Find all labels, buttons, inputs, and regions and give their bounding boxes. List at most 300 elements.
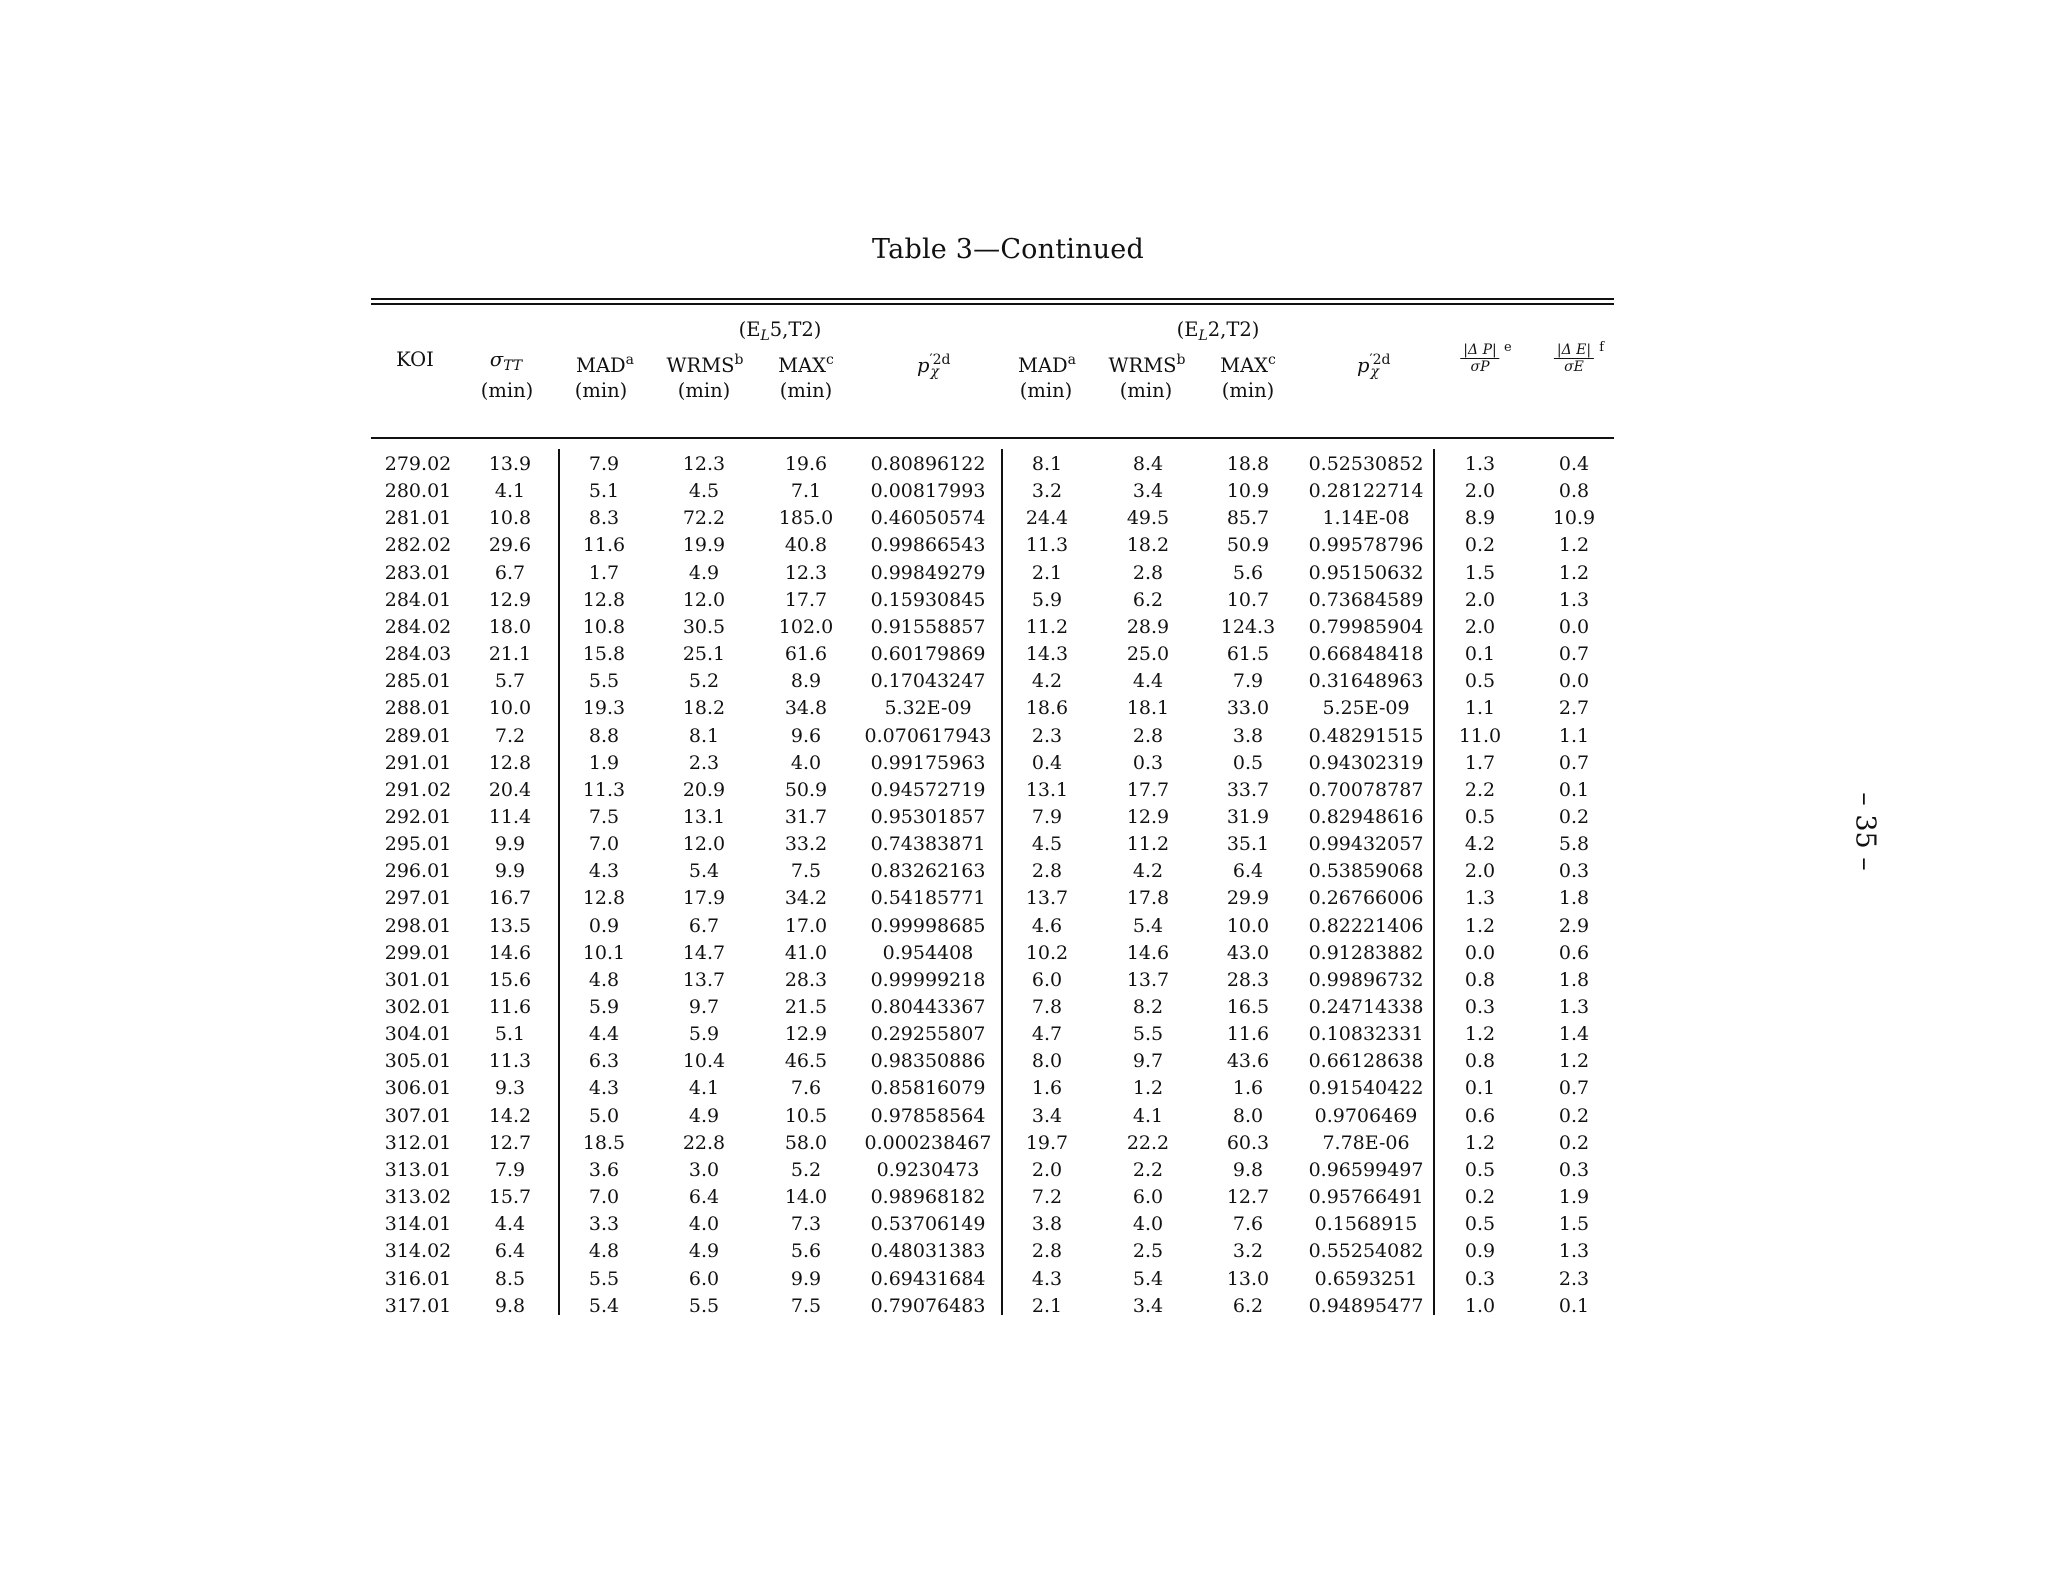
cell-p-chi-el2: 0.6593251 <box>1314 1267 1418 1290</box>
header-koi: KOI <box>396 348 434 371</box>
cell-wrms-el5: 4.9 <box>688 1240 720 1263</box>
cell-delta-e: 0.7 <box>1558 751 1590 774</box>
cell-koi: 317.01 <box>384 1294 452 1317</box>
cell-wrms-el5: 72.2 <box>682 507 726 530</box>
cell-mad-el2: 4.2 <box>1031 670 1063 693</box>
cell-p-chi-el5: 0.91558857 <box>870 615 986 638</box>
cell-koi: 316.01 <box>384 1267 452 1290</box>
cell-koi: 291.01 <box>384 751 452 774</box>
cell-p-chi-el2: 0.94895477 <box>1308 1294 1424 1317</box>
cell-p-chi-el2: 0.95150632 <box>1308 561 1424 584</box>
cell-wrms-el5: 10.4 <box>682 1050 726 1073</box>
cell-delta-e: 0.2 <box>1558 1131 1590 1154</box>
cell-wrms-el2: 4.1 <box>1132 1104 1164 1127</box>
unit-mad-el5: (min) <box>574 379 628 402</box>
cell-delta-e: 0.4 <box>1558 453 1590 475</box>
cell-sigma-tt: 12.9 <box>488 588 532 611</box>
header-wrms-el5: WRMS$^b$ <box>666 352 744 377</box>
cell-wrms-el5: 20.9 <box>682 778 726 801</box>
cell-p-chi-el2: 0.66128638 <box>1308 1050 1424 1073</box>
cell-delta-p: 0.2 <box>1464 1186 1496 1209</box>
cell-delta-p: 0.5 <box>1464 1158 1496 1181</box>
cell-wrms-el5: 4.5 <box>688 480 720 503</box>
cell-sigma-tt: 8.5 <box>494 1267 526 1290</box>
cell-delta-e: 0.8 <box>1558 480 1590 503</box>
cell-mad-el5: 7.0 <box>588 1186 620 1209</box>
cell-wrms-el2: 8.4 <box>1132 453 1164 475</box>
cell-mad-el5: 1.7 <box>588 561 620 584</box>
cell-max-el5: 7.1 <box>790 480 822 503</box>
cell-p-chi-el5: 0.53706149 <box>870 1213 986 1236</box>
cell-mad-el5: 8.8 <box>588 724 620 747</box>
cell-wrms-el2: 3.4 <box>1132 1294 1164 1317</box>
cell-koi: 288.01 <box>384 697 452 720</box>
cell-max-el2: 10.7 <box>1226 588 1270 611</box>
unit-max-el2: (min) <box>1221 379 1275 402</box>
cell-mad-el2: 7.2 <box>1031 1186 1063 1209</box>
cell-p-chi-el2: 5.25E-09 <box>1322 697 1410 720</box>
cell-wrms-el5: 12.0 <box>682 833 726 856</box>
cell-mad-el2: 8.0 <box>1031 1050 1063 1073</box>
cell-sigma-tt: 11.3 <box>488 1050 532 1073</box>
cell-wrms-el5: 17.9 <box>682 887 726 910</box>
cell-p-chi-el2: 0.31648963 <box>1308 670 1424 693</box>
cell-koi: 281.01 <box>384 507 452 530</box>
cell-p-chi-el5: 0.97858564 <box>870 1104 986 1127</box>
cell-wrms-el2: 9.7 <box>1132 1050 1164 1073</box>
cell-delta-p: 0.3 <box>1464 996 1496 1018</box>
cell-koi: 284.02 <box>384 615 452 638</box>
cell-mad-el5: 5.4 <box>588 1294 620 1317</box>
cell-max-el2: 9.8 <box>1232 1158 1264 1181</box>
cell-p-chi-el5: 0.80896122 <box>870 453 986 475</box>
cell-max-el5: 31.7 <box>784 805 828 828</box>
cell-mad-el2: 3.8 <box>1031 1213 1063 1236</box>
cell-mad-el2: 0.4 <box>1031 751 1063 774</box>
cell-mad-el2: 11.3 <box>1025 534 1069 557</box>
cell-p-chi-el5: 0.69431684 <box>870 1267 986 1290</box>
cell-delta-e: 1.2 <box>1558 534 1590 557</box>
cell-delta-e: 5.8 <box>1558 833 1590 856</box>
cell-delta-p: 4.2 <box>1464 833 1496 856</box>
cell-mad-el2: 2.0 <box>1031 1158 1063 1181</box>
cell-p-chi-el5: 0.99999218 <box>870 968 986 991</box>
cell-wrms-el2: 22.2 <box>1126 1131 1170 1154</box>
cell-sigma-tt: 7.2 <box>494 724 526 747</box>
cell-p-chi-el2: 0.94302319 <box>1308 751 1424 774</box>
cell-wrms-el5: 4.1 <box>688 1077 720 1100</box>
cell-koi: 313.02 <box>384 1186 452 1209</box>
cell-mad-el2: 14.3 <box>1025 643 1069 666</box>
cell-mad-el5: 6.3 <box>588 1050 620 1073</box>
cell-koi: 314.01 <box>384 1213 452 1236</box>
cell-delta-e: 0.6 <box>1558 941 1590 964</box>
cell-delta-e: 1.8 <box>1558 968 1590 991</box>
cell-p-chi-el2: 0.28122714 <box>1308 480 1424 503</box>
cell-wrms-el2: 17.7 <box>1126 778 1170 801</box>
cell-mad-el2: 18.6 <box>1025 697 1069 720</box>
cell-mad-el2: 2.3 <box>1031 724 1063 747</box>
cell-delta-p: 2.0 <box>1464 860 1496 883</box>
cell-sigma-tt: 9.9 <box>494 833 526 856</box>
cell-koi: 299.01 <box>384 941 452 964</box>
cell-p-chi-el2: 1.14E-08 <box>1322 507 1410 530</box>
cell-max-el5: 12.3 <box>784 561 828 584</box>
cell-wrms-el2: 4.4 <box>1132 670 1164 693</box>
cell-max-el5: 4.0 <box>790 751 822 774</box>
cell-mad-el5: 4.8 <box>588 1240 620 1263</box>
cell-max-el5: 33.2 <box>784 833 828 856</box>
cell-delta-e: 1.3 <box>1558 588 1590 611</box>
cell-wrms-el2: 2.8 <box>1132 724 1164 747</box>
cell-wrms-el2: 25.0 <box>1126 643 1170 666</box>
cell-p-chi-el2: 0.91283882 <box>1308 941 1424 964</box>
cell-delta-e: 0.1 <box>1558 1294 1590 1317</box>
cell-max-el2: 8.0 <box>1232 1104 1264 1127</box>
cell-wrms-el5: 12.3 <box>682 453 726 475</box>
cell-max-el2: 29.9 <box>1226 887 1270 910</box>
cell-p-chi-el5: 0.83262163 <box>870 860 986 883</box>
cell-max-el5: 17.0 <box>784 914 828 937</box>
cell-sigma-tt: 11.4 <box>488 805 532 828</box>
cell-delta-p: 0.8 <box>1464 1050 1496 1073</box>
cell-delta-p: 0.1 <box>1464 643 1496 666</box>
cell-koi: 313.01 <box>384 1158 452 1181</box>
cell-mad-el5: 1.9 <box>588 751 620 774</box>
cell-p-chi-el5: 0.48031383 <box>870 1240 986 1263</box>
cell-mad-el5: 10.1 <box>582 941 626 964</box>
cell-sigma-tt: 12.8 <box>488 751 532 774</box>
cell-sigma-tt: 4.1 <box>494 480 526 503</box>
cell-wrms-el5: 2.3 <box>688 751 720 774</box>
cell-mad-el2: 8.1 <box>1031 453 1063 475</box>
cell-mad-el2: 4.5 <box>1031 833 1063 856</box>
cell-max-el5: 7.5 <box>790 860 822 883</box>
cell-wrms-el2: 4.0 <box>1132 1213 1164 1236</box>
cell-delta-p: 1.2 <box>1464 914 1496 937</box>
cell-p-chi-el2: 0.99578796 <box>1308 534 1424 557</box>
cell-max-el2: 50.9 <box>1226 534 1270 557</box>
cell-p-chi-el5: 0.99866543 <box>870 534 986 557</box>
cell-max-el5: 50.9 <box>784 778 828 801</box>
cell-mad-el5: 11.6 <box>582 534 626 557</box>
cell-max-el5: 19.6 <box>784 453 828 475</box>
cell-p-chi-el5: 0.46050574 <box>870 507 986 530</box>
cell-sigma-tt: 13.5 <box>488 914 532 937</box>
cell-sigma-tt: 29.6 <box>488 534 532 557</box>
cell-max-el2: 33.0 <box>1226 697 1270 720</box>
cell-mad-el2: 2.1 <box>1031 1294 1063 1317</box>
column-divider <box>1433 449 1435 1315</box>
cell-max-el5: 17.7 <box>784 588 828 611</box>
cell-mad-el5: 4.3 <box>588 1077 620 1100</box>
cell-mad-el2: 19.7 <box>1025 1131 1069 1154</box>
cell-max-el5: 58.0 <box>784 1131 828 1154</box>
cell-sigma-tt: 6.4 <box>494 1240 526 1263</box>
header-delta-p-over-sigma: |Δ P| e σP <box>1460 342 1499 375</box>
cell-koi: 312.01 <box>384 1131 452 1154</box>
cell-delta-e: 1.5 <box>1558 1213 1590 1236</box>
cell-max-el2: 13.0 <box>1226 1267 1270 1290</box>
cell-max-el5: 34.8 <box>784 697 828 720</box>
cell-koi: 284.03 <box>384 643 452 666</box>
cell-mad-el2: 3.2 <box>1031 480 1063 503</box>
cell-mad-el2: 5.9 <box>1031 588 1063 611</box>
cell-koi: 305.01 <box>384 1050 452 1073</box>
unit-wrms-el5: (min) <box>677 379 731 402</box>
cell-delta-e: 1.2 <box>1558 1050 1590 1073</box>
cell-max-el2: 60.3 <box>1226 1131 1270 1154</box>
header-sigma-tt: $\sigma_{TT}$ <box>489 348 523 374</box>
cell-delta-p: 1.3 <box>1464 453 1496 475</box>
cell-koi: 283.01 <box>384 561 452 584</box>
cell-max-el5: 8.9 <box>790 670 822 693</box>
cell-mad-el2: 2.8 <box>1031 860 1063 883</box>
cell-delta-p: 0.3 <box>1464 1267 1496 1290</box>
cell-wrms-el2: 28.9 <box>1126 615 1170 638</box>
cell-mad-el2: 13.7 <box>1025 887 1069 910</box>
cell-p-chi-el5: 0.17043247 <box>870 670 986 693</box>
cell-wrms-el2: 14.6 <box>1126 941 1170 964</box>
cell-delta-p: 1.0 <box>1464 1294 1496 1317</box>
cell-wrms-el2: 0.3 <box>1132 751 1164 774</box>
cell-koi: 295.01 <box>384 833 452 856</box>
cell-max-el5: 61.6 <box>784 643 828 666</box>
cell-p-chi-el2: 0.26766006 <box>1308 887 1424 910</box>
header-mad-el5: MAD$^a$ <box>575 352 635 377</box>
cell-koi: 301.01 <box>384 968 452 991</box>
cell-wrms-el5: 13.7 <box>682 968 726 991</box>
cell-sigma-tt: 10.8 <box>488 507 532 530</box>
cell-wrms-el2: 2.8 <box>1132 561 1164 584</box>
cell-p-chi-el2: 0.99432057 <box>1308 833 1424 856</box>
cell-wrms-el2: 2.2 <box>1132 1158 1164 1181</box>
cell-max-el5: 34.2 <box>784 887 828 910</box>
cell-sigma-tt: 4.4 <box>494 1213 526 1236</box>
cell-sigma-tt: 12.7 <box>488 1131 532 1154</box>
cell-p-chi-el2: 0.66848418 <box>1308 643 1424 666</box>
cell-p-chi-el5: 0.79076483 <box>870 1294 986 1317</box>
unit-sigma: (min) <box>480 379 534 402</box>
cell-wrms-el5: 30.5 <box>682 615 726 638</box>
cell-sigma-tt: 21.1 <box>488 643 532 666</box>
cell-sigma-tt: 9.9 <box>494 860 526 883</box>
cell-p-chi-el2: 0.1568915 <box>1314 1213 1418 1236</box>
header-max-el5: MAX$^c$ <box>778 352 834 377</box>
cell-mad-el2: 3.4 <box>1031 1104 1063 1127</box>
cell-mad-el5: 10.8 <box>582 615 626 638</box>
cell-delta-p: 0.9 <box>1464 1240 1496 1263</box>
cell-max-el2: 18.8 <box>1226 453 1270 475</box>
cell-mad-el2: 2.1 <box>1031 561 1063 584</box>
cell-delta-e: 0.2 <box>1558 1104 1590 1127</box>
cell-sigma-tt: 5.1 <box>494 1023 526 1046</box>
cell-max-el5: 7.3 <box>790 1213 822 1236</box>
unit-wrms-el2: (min) <box>1119 379 1173 402</box>
cell-wrms-el2: 6.2 <box>1132 588 1164 611</box>
cell-max-el2: 124.3 <box>1220 615 1276 638</box>
cell-mad-el5: 5.1 <box>588 480 620 503</box>
cell-sigma-tt: 14.2 <box>488 1104 532 1127</box>
cell-mad-el2: 4.3 <box>1031 1267 1063 1290</box>
top-rule <box>371 298 1614 300</box>
cell-p-chi-el2: 0.52530852 <box>1308 453 1424 475</box>
cell-delta-p: 8.9 <box>1464 507 1496 530</box>
cell-delta-p: 1.3 <box>1464 887 1496 910</box>
cell-max-el5: 41.0 <box>784 941 828 964</box>
cell-koi: 292.01 <box>384 805 452 828</box>
cell-max-el2: 6.4 <box>1232 860 1264 883</box>
cell-mad-el2: 2.8 <box>1031 1240 1063 1263</box>
cell-mad-el2: 7.8 <box>1031 996 1063 1018</box>
cell-mad-el2: 4.7 <box>1031 1023 1063 1046</box>
cell-mad-el2: 4.6 <box>1031 914 1063 937</box>
cell-koi: 302.01 <box>384 996 452 1018</box>
cell-delta-p: 0.5 <box>1464 1213 1496 1236</box>
cell-p-chi-el5: 0.00817993 <box>870 480 986 503</box>
cell-p-chi-el5: 0.99175963 <box>870 751 986 774</box>
cell-p-chi-el2: 0.73684589 <box>1308 588 1424 611</box>
cell-mad-el5: 19.3 <box>582 697 626 720</box>
cell-wrms-el5: 5.4 <box>688 860 720 883</box>
cell-delta-e: 1.4 <box>1558 1023 1590 1046</box>
cell-delta-e: 1.8 <box>1558 887 1590 910</box>
cell-p-chi-el5: 0.74383871 <box>870 833 986 856</box>
cell-sigma-tt: 11.6 <box>488 996 532 1018</box>
cell-wrms-el2: 8.2 <box>1132 996 1164 1018</box>
cell-mad-el5: 5.9 <box>588 996 620 1018</box>
top-rule-double <box>371 303 1614 305</box>
cell-p-chi-el5: 0.95301857 <box>870 805 986 828</box>
unit-max-el5: (min) <box>779 379 833 402</box>
cell-p-chi-el5: 0.85816079 <box>870 1077 986 1100</box>
cell-mad-el5: 0.9 <box>588 914 620 937</box>
cell-mad-el2: 6.0 <box>1031 968 1063 991</box>
cell-max-el2: 7.6 <box>1232 1213 1264 1236</box>
cell-delta-e: 2.9 <box>1558 914 1590 937</box>
cell-mad-el5: 12.8 <box>582 588 626 611</box>
cell-max-el2: 3.2 <box>1232 1240 1264 1263</box>
cell-p-chi-el5: 0.99849279 <box>870 561 986 584</box>
cell-wrms-el2: 5.4 <box>1132 914 1164 937</box>
cell-wrms-el5: 6.7 <box>688 914 720 937</box>
cell-wrms-el5: 5.5 <box>688 1294 720 1317</box>
cell-wrms-el2: 4.2 <box>1132 860 1164 883</box>
cell-delta-e: 0.7 <box>1558 643 1590 666</box>
header-p-chi-el2: $p^{'2d}_\chi$ <box>1356 352 1391 380</box>
cell-sigma-tt: 15.7 <box>488 1186 532 1209</box>
cell-p-chi-el5: 0.80443367 <box>870 996 986 1018</box>
cell-delta-e: 0.2 <box>1558 805 1590 828</box>
cell-max-el5: 5.6 <box>790 1240 822 1263</box>
group-header-el2: $(E_L2,T2)$ <box>1176 318 1260 344</box>
cell-p-chi-el2: 0.10832331 <box>1308 1023 1424 1046</box>
cell-max-el2: 10.9 <box>1226 480 1270 503</box>
cell-max-el2: 61.5 <box>1226 643 1270 666</box>
cell-wrms-el2: 1.2 <box>1132 1077 1164 1100</box>
cell-p-chi-el5: 0.070617943 <box>864 724 992 747</box>
cell-mad-el5: 8.3 <box>588 507 620 530</box>
cell-max-el2: 35.1 <box>1226 833 1270 856</box>
cell-delta-p: 0.2 <box>1464 534 1496 557</box>
cell-max-el2: 6.2 <box>1232 1294 1264 1317</box>
cell-max-el2: 7.9 <box>1232 670 1264 693</box>
cell-max-el2: 31.9 <box>1226 805 1270 828</box>
cell-mad-el2: 13.1 <box>1025 778 1069 801</box>
header-delta-e-over-sigma: |Δ E| f σE <box>1554 342 1594 375</box>
cell-max-el2: 43.6 <box>1226 1050 1270 1073</box>
cell-delta-p: 0.8 <box>1464 968 1496 991</box>
cell-mad-el2: 10.2 <box>1025 941 1069 964</box>
cell-wrms-el5: 9.7 <box>688 996 720 1018</box>
table-title: Table 3—Continued <box>872 234 1144 265</box>
cell-wrms-el2: 13.7 <box>1126 968 1170 991</box>
column-divider <box>1001 449 1003 1315</box>
cell-max-el5: 9.6 <box>790 724 822 747</box>
cell-mad-el2: 7.9 <box>1031 805 1063 828</box>
cell-mad-el5: 4.4 <box>588 1023 620 1046</box>
cell-wrms-el5: 22.8 <box>682 1131 726 1154</box>
cell-koi: 289.01 <box>384 724 452 747</box>
cell-wrms-el2: 11.2 <box>1126 833 1170 856</box>
page-number: – 35 – <box>1849 792 1881 871</box>
cell-mad-el5: 15.8 <box>582 643 626 666</box>
group-header-el5: $(E_L5,T2)$ <box>738 318 822 344</box>
cell-sigma-tt: 5.7 <box>494 670 526 693</box>
cell-delta-e: 0.0 <box>1558 615 1590 638</box>
cell-p-chi-el5: 0.15930845 <box>870 588 986 611</box>
cell-max-el5: 10.5 <box>784 1104 828 1127</box>
cell-max-el2: 11.6 <box>1226 1023 1270 1046</box>
cell-mad-el2: 1.6 <box>1031 1077 1063 1100</box>
cell-p-chi-el2: 0.96599497 <box>1308 1158 1424 1181</box>
cell-wrms-el5: 3.0 <box>688 1158 720 1181</box>
cell-p-chi-el5: 0.54185771 <box>870 887 986 910</box>
cell-delta-p: 0.6 <box>1464 1104 1496 1127</box>
cell-delta-p: 1.2 <box>1464 1023 1496 1046</box>
cell-koi: 314.02 <box>384 1240 452 1263</box>
cell-delta-e: 1.3 <box>1558 996 1590 1018</box>
cell-mad-el5: 12.8 <box>582 887 626 910</box>
cell-p-chi-el5: 5.32E-09 <box>884 697 972 720</box>
cell-sigma-tt: 14.6 <box>488 941 532 964</box>
cell-koi: 296.01 <box>384 860 452 883</box>
cell-delta-e: 2.7 <box>1558 697 1590 720</box>
cell-sigma-tt: 6.7 <box>494 561 526 584</box>
cell-delta-e: 1.1 <box>1558 724 1590 747</box>
cell-max-el2: 5.6 <box>1232 561 1264 584</box>
cell-max-el2: 43.0 <box>1226 941 1270 964</box>
cell-delta-p: 0.0 <box>1464 941 1496 964</box>
cell-delta-e: 2.3 <box>1558 1267 1590 1290</box>
cell-mad-el5: 3.3 <box>588 1213 620 1236</box>
cell-p-chi-el5: 0.954408 <box>882 941 974 964</box>
cell-delta-p: 1.2 <box>1464 1131 1496 1154</box>
cell-delta-p: 2.2 <box>1464 778 1496 801</box>
cell-sigma-tt: 15.6 <box>488 968 532 991</box>
cell-max-el2: 12.7 <box>1226 1186 1270 1209</box>
cell-max-el5: 102.0 <box>778 615 834 638</box>
cell-p-chi-el5: 0.9230473 <box>876 1158 980 1181</box>
cell-max-el5: 14.0 <box>784 1186 828 1209</box>
cell-p-chi-el5: 0.60179869 <box>870 643 986 666</box>
cell-delta-e: 0.0 <box>1558 670 1590 693</box>
cell-sigma-tt: 9.8 <box>494 1294 526 1317</box>
cell-mad-el5: 3.6 <box>588 1158 620 1181</box>
column-divider <box>558 449 560 1315</box>
header-bottom-rule <box>371 437 1614 439</box>
cell-max-el5: 46.5 <box>784 1050 828 1073</box>
